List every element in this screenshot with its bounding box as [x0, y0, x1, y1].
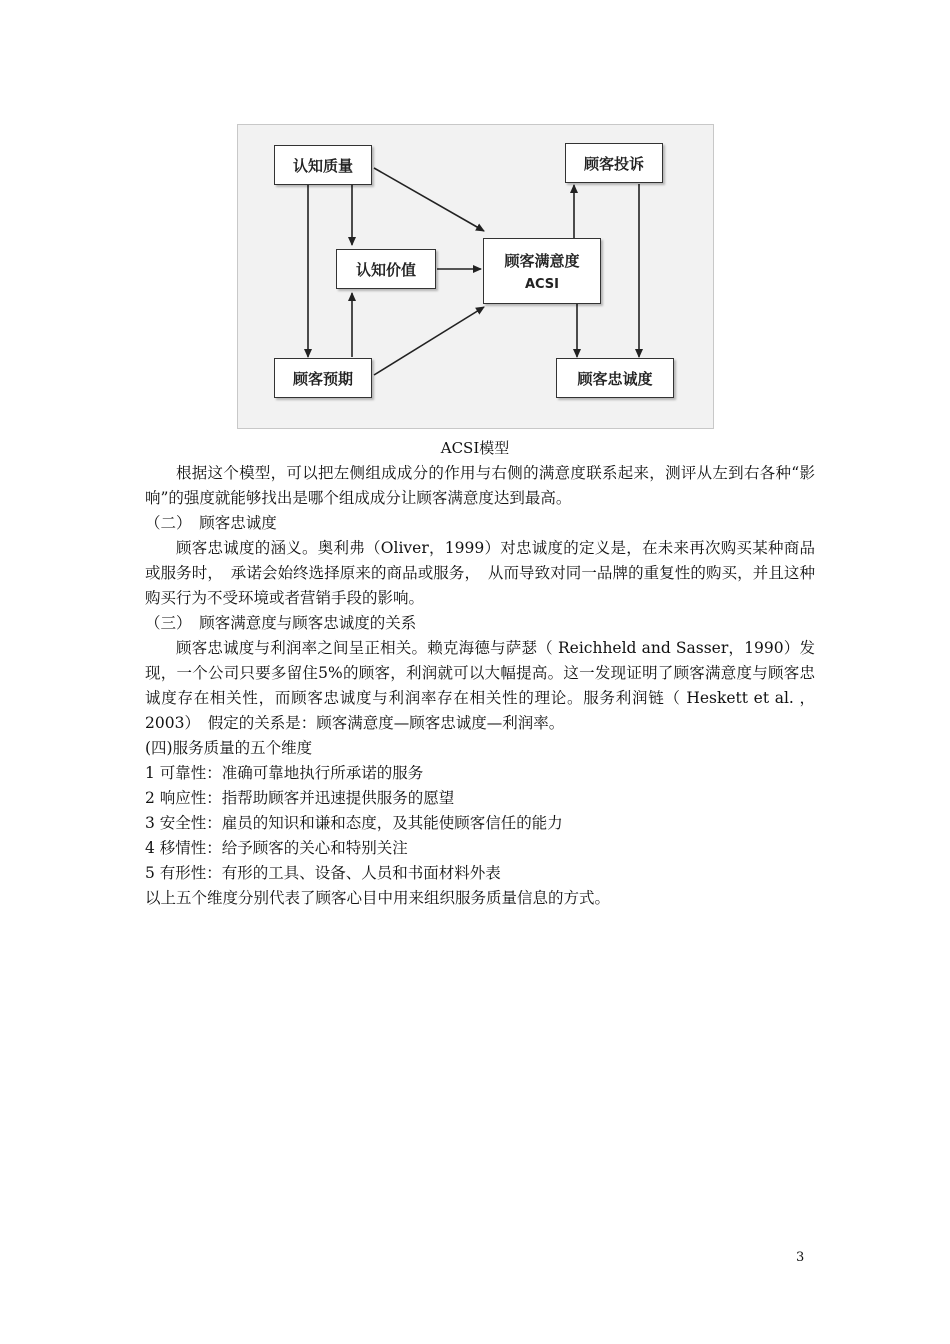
node-complaint-label: 顾客投诉 — [583, 154, 644, 173]
heading-satisfaction-loyalty-relation: （三） 顾客满意度与顾客忠诚度的关系 — [145, 614, 417, 632]
node-perceived-value-label: 认知价值 — [355, 260, 416, 279]
body-text — [145, 461, 815, 911]
list-item: 3 安全性：雇员的知识和谦和态度，及其能使顾客信任的能力 — [145, 814, 563, 832]
acsi-model-diagram — [237, 124, 714, 429]
node-satisfaction-label: 顾客满意度 — [504, 252, 580, 270]
heading-loyalty: （二） 顾客忠诚度 — [145, 514, 277, 532]
paragraph-relation: 顾客忠诚度与利润率之间呈正相关。赖克海德与萨瑟（ Reichheld and Sasser，1990）发现，一个公司只要多留住5%的顾客，利润就可以大幅提高。这一发现证明了顾客满意度与顾客忠诚度存在相关性，而顾客忠诚度与利润率存在相关性的理论。服务利润链（ Heskett et al. ，2003） 假定的关系是：顾客满意度—顾客忠诚度—利润率。 — [145, 639, 815, 732]
heading-service-quality-dimensions: (四)服务质量的五个维度 — [145, 739, 313, 757]
node-complaint — [565, 143, 663, 183]
paragraph-model-explanation: 根据这个模型，可以把左侧组成成分的作用与右侧的满意度联系起来，测评从左到右各种“影响”的强度就能够找出是哪个组成成分让顾客满意度达到最高。 — [145, 464, 815, 507]
figure-caption: ACSI模型 — [440, 439, 510, 457]
node-perceived-quality — [274, 145, 372, 185]
node-satisfaction — [483, 238, 601, 304]
list-item: 4 移情性：给予顾客的关心和特别关注 — [145, 839, 408, 857]
node-perceived-value — [336, 249, 436, 289]
arrow-quality-to-satisfaction — [374, 168, 484, 231]
paragraph-loyalty-definition: 顾客忠诚度的涵义。奥利弗（Oliver，1999）对忠诚度的定义是，在未来再次购买某种商品或服务时， 承诺会始终选择原来的商品或服务， 从而导致对同一品牌的重复性的购买，并且这种购买行为不受环境或者营销手段的影响。 — [145, 539, 815, 607]
list-item: 1 可靠性：准确可靠地执行所承诺的服务 — [145, 764, 424, 782]
paragraph-summary: 以上五个维度分别代表了顾客心目中用来组织服务质量信息的方式。 — [145, 889, 611, 907]
node-perceived-quality-label: 认知质量 — [292, 156, 353, 175]
page-number: 3 — [796, 1250, 805, 1265]
node-customer-expectation — [274, 358, 372, 398]
node-loyalty — [556, 358, 674, 398]
list-item: 2 响应性：指帮助顾客并迅速提供服务的愿望 — [145, 789, 455, 807]
node-customer-expectation-label: 顾客预期 — [292, 369, 353, 388]
node-loyalty-label: 顾客忠诚度 — [577, 369, 653, 388]
arrow-expectation-to-satisfaction — [374, 307, 484, 375]
node-satisfaction-sublabel: ACSI — [524, 277, 560, 292]
list-item: 5 有形性：有形的工具、设备、人员和书面材料外表 — [145, 864, 501, 882]
